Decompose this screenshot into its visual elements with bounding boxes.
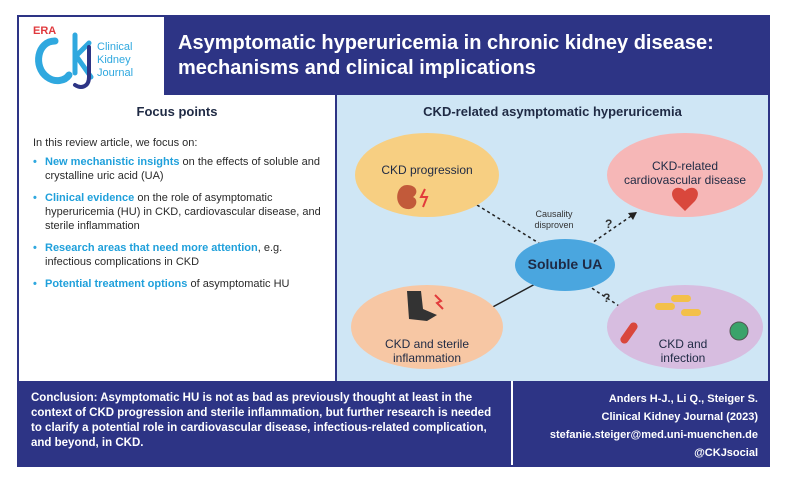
diagram-panel [337,95,768,381]
node-label-line: CKD-related [651,159,719,173]
list-item [33,191,329,233]
logo-line: Kidney [97,54,131,66]
node-label-line: infection [660,351,706,365]
edge-cardio [589,212,637,245]
journal-citation: Clinical Kidney Journal (2023) [601,411,758,423]
point-text: of asymptomatic HU [187,278,290,290]
node-label-line: CKD and [658,337,708,351]
list-item [33,241,329,269]
list-item [33,155,329,183]
bullet-icon: • [33,156,37,168]
page-title [178,31,768,81]
node-label-progression: CKD progression [381,163,473,177]
journal-logo [19,17,164,95]
logo-wordmark [97,41,133,80]
diagram-title: CKD-related asymptomatic hyperuricemia [423,104,682,119]
point-highlight: Potential treatment options [45,278,188,290]
causality-line: disproven [534,220,574,230]
causality-line: Causality [535,209,573,219]
node-label-center: Soluble UA [527,256,603,272]
node-label-line: cardiovascular disease [623,173,747,187]
bacteria-icon [655,303,675,310]
point-highlight: Research areas that need more attention [45,242,258,254]
focus-intro: In this review article, we focus on: [33,137,198,149]
arrowhead-icon [628,212,637,220]
node-label-sterile [353,337,501,365]
contact-email[interactable]: stefanie.steiger@med.uni-muenchen.de [549,429,758,441]
bullet-icon: • [33,278,37,290]
list-item [33,277,329,291]
point-text: on the role of asymptomatic hyperuricemia (HU) in CKD, cardiovascular disease, and sterile inflammation [45,192,321,232]
node-label-line: CKD and sterile [384,337,470,351]
question-mark-infection: ? [603,291,611,305]
bullet-icon: • [33,242,37,254]
conclusion-text [31,391,503,451]
era-badge: ERA [33,25,57,37]
focus-title: Focus points [136,104,218,119]
reference-box [511,381,768,465]
point-text: , e.g. infectious complications in CKD [45,242,283,268]
infographic [17,15,770,467]
title-line: mechanisms and clinical implications [178,57,536,79]
logo-line: Journal [97,67,134,79]
question-mark-cardio: ? [605,217,613,231]
bullet-icon: • [33,192,37,204]
conclusion-body: Asymptomatic HU is not as bad as previously thought at least in the context of CKD progression and sterile inflammation, but further research is needed to clarify a potential role in cardiovascular disease, infectious-related complication, and beyond, in CKD. [31,392,492,449]
logo-line: Clinical [97,41,133,53]
conclusion-box [19,381,511,465]
title-bar [164,17,768,95]
edge-sterile [489,283,537,309]
bacteria-icon [671,295,691,302]
conclusion-label: Conclusion: [31,392,98,404]
node-label-line: inflammation [392,351,462,365]
authors: Anders H-J., Li Q., Steiger S. [608,393,758,405]
bacteria-icon [681,309,701,316]
node-label-cardio [609,159,761,187]
social-handle[interactable]: @CKJsocial [694,447,758,459]
focus-panel [19,95,337,381]
title-line: Asymptomatic hyperuricemia in chronic kidney disease: [178,32,714,54]
focus-list [33,155,329,299]
causality-label [519,209,589,231]
point-text: on the effects of soluble and crystalline uric acid (UA) [45,156,320,182]
node-label-infection [629,337,737,365]
point-highlight: New mechanistic insights [45,156,180,168]
point-highlight: Clinical evidence [45,192,135,204]
